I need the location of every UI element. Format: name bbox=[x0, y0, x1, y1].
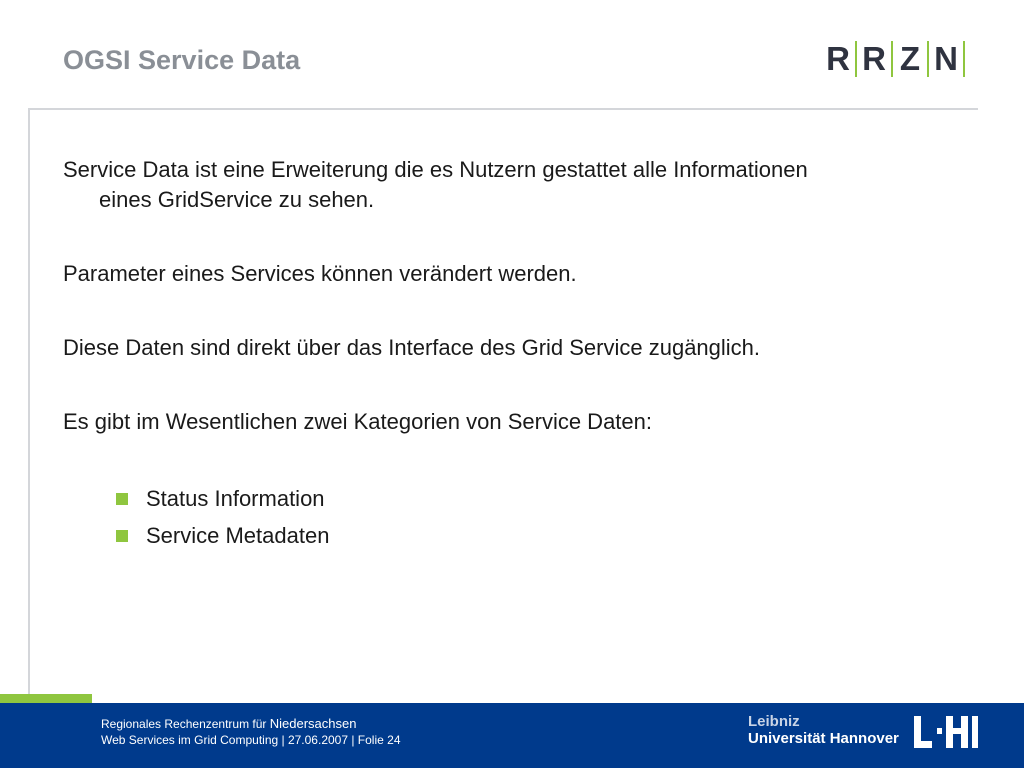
paragraph-line: Service Data ist eine Erweiterung die es Nutzern gestattet alle Informationen bbox=[63, 157, 808, 182]
paragraph-line: Es gibt im Wesentlichen zwei Kategorien von Service Daten: bbox=[63, 409, 652, 434]
footer-org-suffix: Niedersachsen bbox=[269, 716, 357, 731]
footer-accent-bar bbox=[0, 694, 92, 703]
list-item-label: Status Information bbox=[146, 485, 325, 511]
list-item bbox=[116, 480, 329, 517]
paragraph-line: Diese Daten sind direkt über das Interface des Grid Service zugänglich. bbox=[63, 335, 761, 360]
university-line-1: Leibniz bbox=[748, 713, 800, 730]
paragraph bbox=[63, 259, 963, 289]
logo-letter: R bbox=[826, 40, 850, 77]
bullet-square-icon bbox=[116, 530, 128, 542]
slide-title: OGSI Service Data bbox=[63, 45, 301, 75]
footer-course-line: Web Services im Grid Computing | 27.06.2007 | Folie 24 bbox=[101, 733, 401, 747]
footer-text bbox=[101, 716, 401, 748]
bullet-list bbox=[116, 480, 329, 554]
paragraph bbox=[63, 333, 963, 363]
paragraph bbox=[63, 155, 963, 215]
logo-letter: Z bbox=[899, 40, 921, 77]
university-logo-text bbox=[748, 714, 899, 747]
logo-separator bbox=[927, 41, 929, 77]
logo-separator bbox=[963, 41, 965, 77]
logo-letter: R bbox=[862, 40, 886, 77]
paragraph-line: Parameter eines Services können verändert werden. bbox=[63, 261, 577, 286]
paragraph-line-continued: eines GridService zu sehen. bbox=[99, 187, 375, 212]
content-frame-left bbox=[28, 108, 30, 694]
content-frame-top bbox=[30, 108, 978, 110]
luh-logo-icon bbox=[914, 716, 978, 748]
list-item-label: Service Metadaten bbox=[146, 522, 330, 548]
rrzn-logo bbox=[824, 40, 968, 78]
list-item bbox=[116, 517, 329, 554]
logo-letter: N bbox=[934, 40, 958, 77]
bullet-square-icon bbox=[116, 493, 128, 505]
footer-org bbox=[101, 716, 401, 732]
logo-separator bbox=[855, 41, 857, 77]
footer-org-prefix: Regionales Rechenzentrum für bbox=[101, 717, 270, 731]
paragraph bbox=[63, 407, 963, 437]
university-line-2: Universität Hannover bbox=[748, 730, 899, 747]
logo-separator bbox=[891, 41, 893, 77]
